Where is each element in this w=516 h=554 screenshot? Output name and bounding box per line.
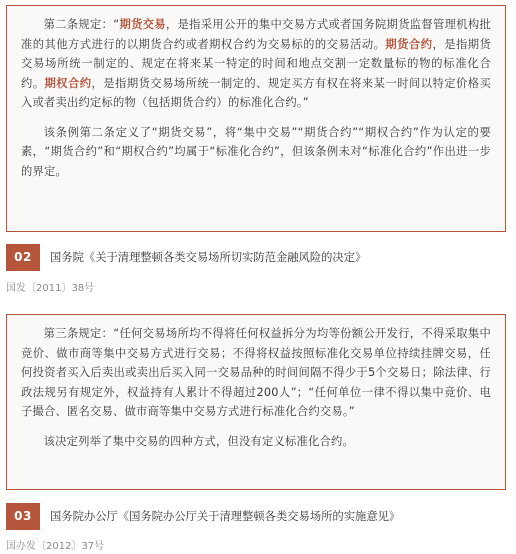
commentary-paragraph: 该条例第二条定义了“期货交易”，将“集中交易”“期货合约”“期权合约”作为认定的要素，“期货合约”和“期权合约”均属于“标准化合约”，但该条例未对“标准化合约”作出进一步的界定。 xyxy=(21,125,491,178)
quote-text: 第二条规定：“ xyxy=(43,18,120,31)
highlight-term: 期权合约 xyxy=(44,76,92,90)
quote-text: ，是指期货交易场所统一制定的、规定买方有权在将来某一时间以特定价格买入或者卖出约定标的物（包括期货合约）的标准化合约。” xyxy=(21,76,491,109)
document-heading xyxy=(0,244,516,271)
quote-box-article-3 xyxy=(6,314,506,490)
document-number-badge: 02 xyxy=(6,244,40,271)
document-number-badge: 03 xyxy=(6,503,40,530)
quote-paragraph: 第三条规定：“任何交易场所均不得将任何权益拆分为均等份额公开发行，不得采取集中竞价、做市商等集中交易方式进行交易；不得将权益按照标准化交易单位持续挂牌交易，任何投资者买入后卖出或卖出后买入同一交易品种的时间间隔不得少于5个交易日；除法律、行政法规另有规定外，权益持有人累计不得超过200人”；“任何单位一律不得以集中竞价、电子撮合、匿名交易、做市商等集中交易方式进行标准化合约交易。” xyxy=(21,327,491,418)
quote-text: ，是指期货交易场所统一制定的、规定在将来某一特定的时间和地点交割一定数量标的物的标准化合约。 xyxy=(21,37,491,90)
highlight-term: 期货交易 xyxy=(119,18,166,31)
document-heading xyxy=(0,503,516,530)
document-reference-number: 国发〔2011〕38号 xyxy=(6,283,95,294)
highlight-term: 期货合约 xyxy=(385,37,433,51)
quote-box-article-2 xyxy=(6,5,506,232)
commentary-paragraph: 该决定列举了集中交易的四种方式，但没有定义标准化合约。 xyxy=(43,434,355,448)
document-title: 国务院办公厅《国务院办公厅关于清理整顿各类交易场所的实施意见》 xyxy=(50,510,401,523)
document-title: 国务院《关于清理整顿各类交易场所切实防范金融风险的决定》 xyxy=(50,251,367,264)
quote-text: ，是指采用公开的集中交易方式或者国务院期货监督管理机构批准的其他方式进行的以期货合约或者期权合约为交易标的的交易活动。 xyxy=(21,18,491,51)
document-reference-number: 国办发〔2012〕37号 xyxy=(6,541,105,552)
quote-paragraph xyxy=(21,15,491,113)
